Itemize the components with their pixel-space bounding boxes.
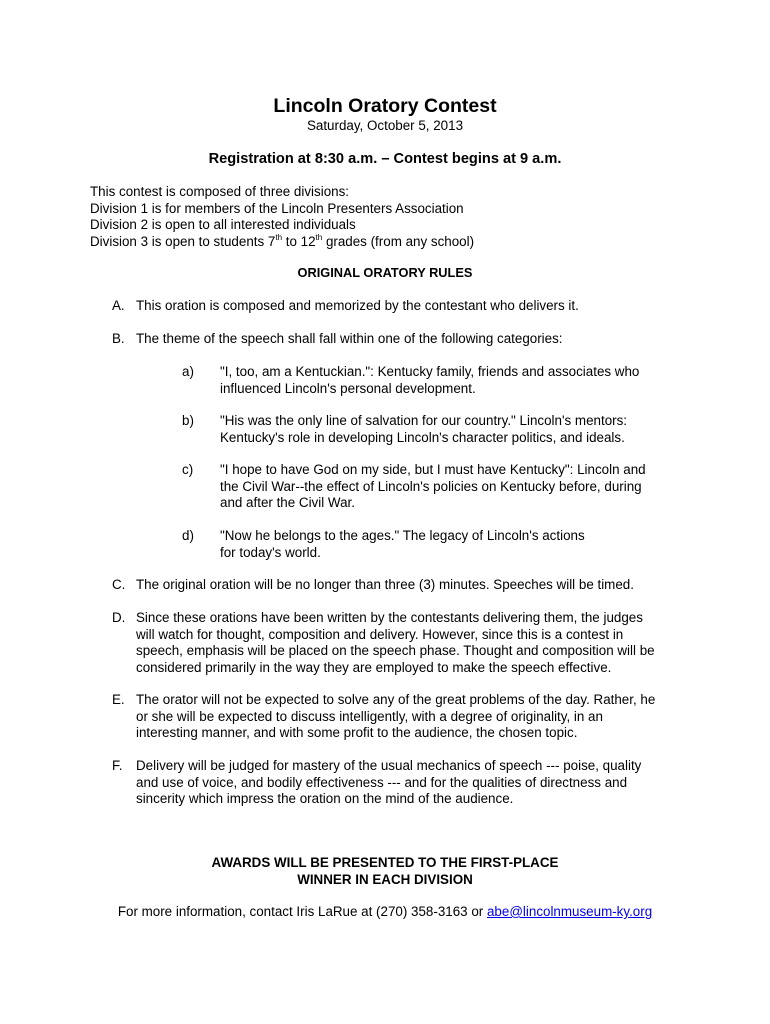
- contact-info: [0, 904, 770, 921]
- rule-item: [112, 298, 672, 315]
- rule-item: [112, 758, 672, 808]
- intro-text: grades (from any school): [322, 233, 475, 249]
- intro-line: This contest is composed of three divisions:: [90, 184, 350, 199]
- category-text: "I, too, am a Kentuckian.": Kentucky family, friends and associates who influenced Lincoln's personal development.: [220, 364, 640, 396]
- category-text: "I hope to have God on my side, but I must have Kentucky": Lincoln and the Civil War--the effect of Lincoln's policies on Kentucky before, during and after the Civil War.: [220, 462, 646, 510]
- rule-letter: F.: [112, 758, 123, 773]
- rule-letter: B.: [112, 331, 125, 346]
- category-item: [182, 462, 662, 512]
- intro-line: Division 2 is open to all interested individuals: [90, 217, 356, 233]
- awards-line: AWARDS WILL BE PRESENTED TO THE FIRST-PLACE: [211, 855, 559, 870]
- rule-text: The theme of the speech shall fall within one of the following categories:: [136, 331, 563, 346]
- rule-letter: C.: [112, 577, 126, 592]
- intro-line-division-3: [90, 234, 474, 251]
- event-date: Saturday, October 5, 2013: [306, 118, 464, 133]
- rule-item: [112, 692, 672, 742]
- rule-item: [112, 577, 672, 594]
- intro-text: to 12: [282, 233, 316, 249]
- registration-info: Registration at 8:30 a.m. – Contest begins at 9 a.m.: [208, 151, 562, 167]
- rules-heading: ORIGINAL ORATORY RULES: [297, 265, 473, 280]
- category-text: "His was the only line of salvation for our country." Lincoln's mentors: Kentucky's role in developing Lincoln's character politics, and ideals.: [220, 413, 628, 445]
- category-item: [182, 364, 662, 397]
- rule-text: Since these orations have been written by the contestants delivering them, the judges will watch for thought, composition and delivery. However, since this is a contest in speech, emphasis will be placed on the speech phase. Thought and composition will be considered primarily in the way they are employed to make the speech effective.: [136, 610, 655, 675]
- category-letter: d): [182, 528, 194, 543]
- category-item: [182, 413, 662, 446]
- intro-line: Division 1 is for members of the Lincoln Presenters Association: [90, 200, 464, 216]
- category-letter: a): [182, 364, 194, 379]
- intro-text: Division 3 is open to students 7: [90, 233, 276, 249]
- rule-letter: E.: [112, 692, 125, 707]
- superscript: th: [315, 232, 323, 242]
- rule-item: [112, 331, 672, 348]
- rule-text: The orator will not be expected to solve any of the great problems of the day. Rather, he or she will be expected to discuss intelligently, with a degree of originality, in an interesting manner, and with some profit to the audience, the chosen topic.: [136, 692, 656, 740]
- contact-text: For more information, contact Iris LaRue at (270) 358-3163 or: [117, 904, 487, 919]
- email-link[interactable]: abe@lincolnmuseum-ky.org: [486, 904, 653, 919]
- rule-text: This oration is composed and memorized by the contestant who delivers it.: [136, 298, 579, 313]
- rule-letter: D.: [112, 610, 126, 625]
- intro-block: [90, 184, 474, 250]
- rule-item: [112, 610, 672, 676]
- category-item: [182, 528, 662, 561]
- rule-text: The original oration will be no longer than three (3) minutes. Speeches will be timed.: [136, 577, 634, 592]
- rule-text: Delivery will be judged for mastery of the usual mechanics of speech --- poise, quality and use of voice, and bodily effectiveness --- and for the qualities of directness and sincerity which impress the oration on the mind of the audience.: [136, 758, 642, 806]
- awards-line: WINNER IN EACH DIVISION: [297, 871, 473, 887]
- category-text: "Now he belongs to the ages." The legacy of Lincoln's actions for today's world.: [220, 528, 585, 560]
- superscript: th: [275, 232, 283, 242]
- category-letter: c): [182, 462, 194, 477]
- document-title: Lincoln Oratory Contest: [273, 95, 497, 117]
- rule-letter: A.: [112, 298, 125, 313]
- awards-notice: [0, 855, 770, 888]
- category-letter: b): [182, 413, 194, 428]
